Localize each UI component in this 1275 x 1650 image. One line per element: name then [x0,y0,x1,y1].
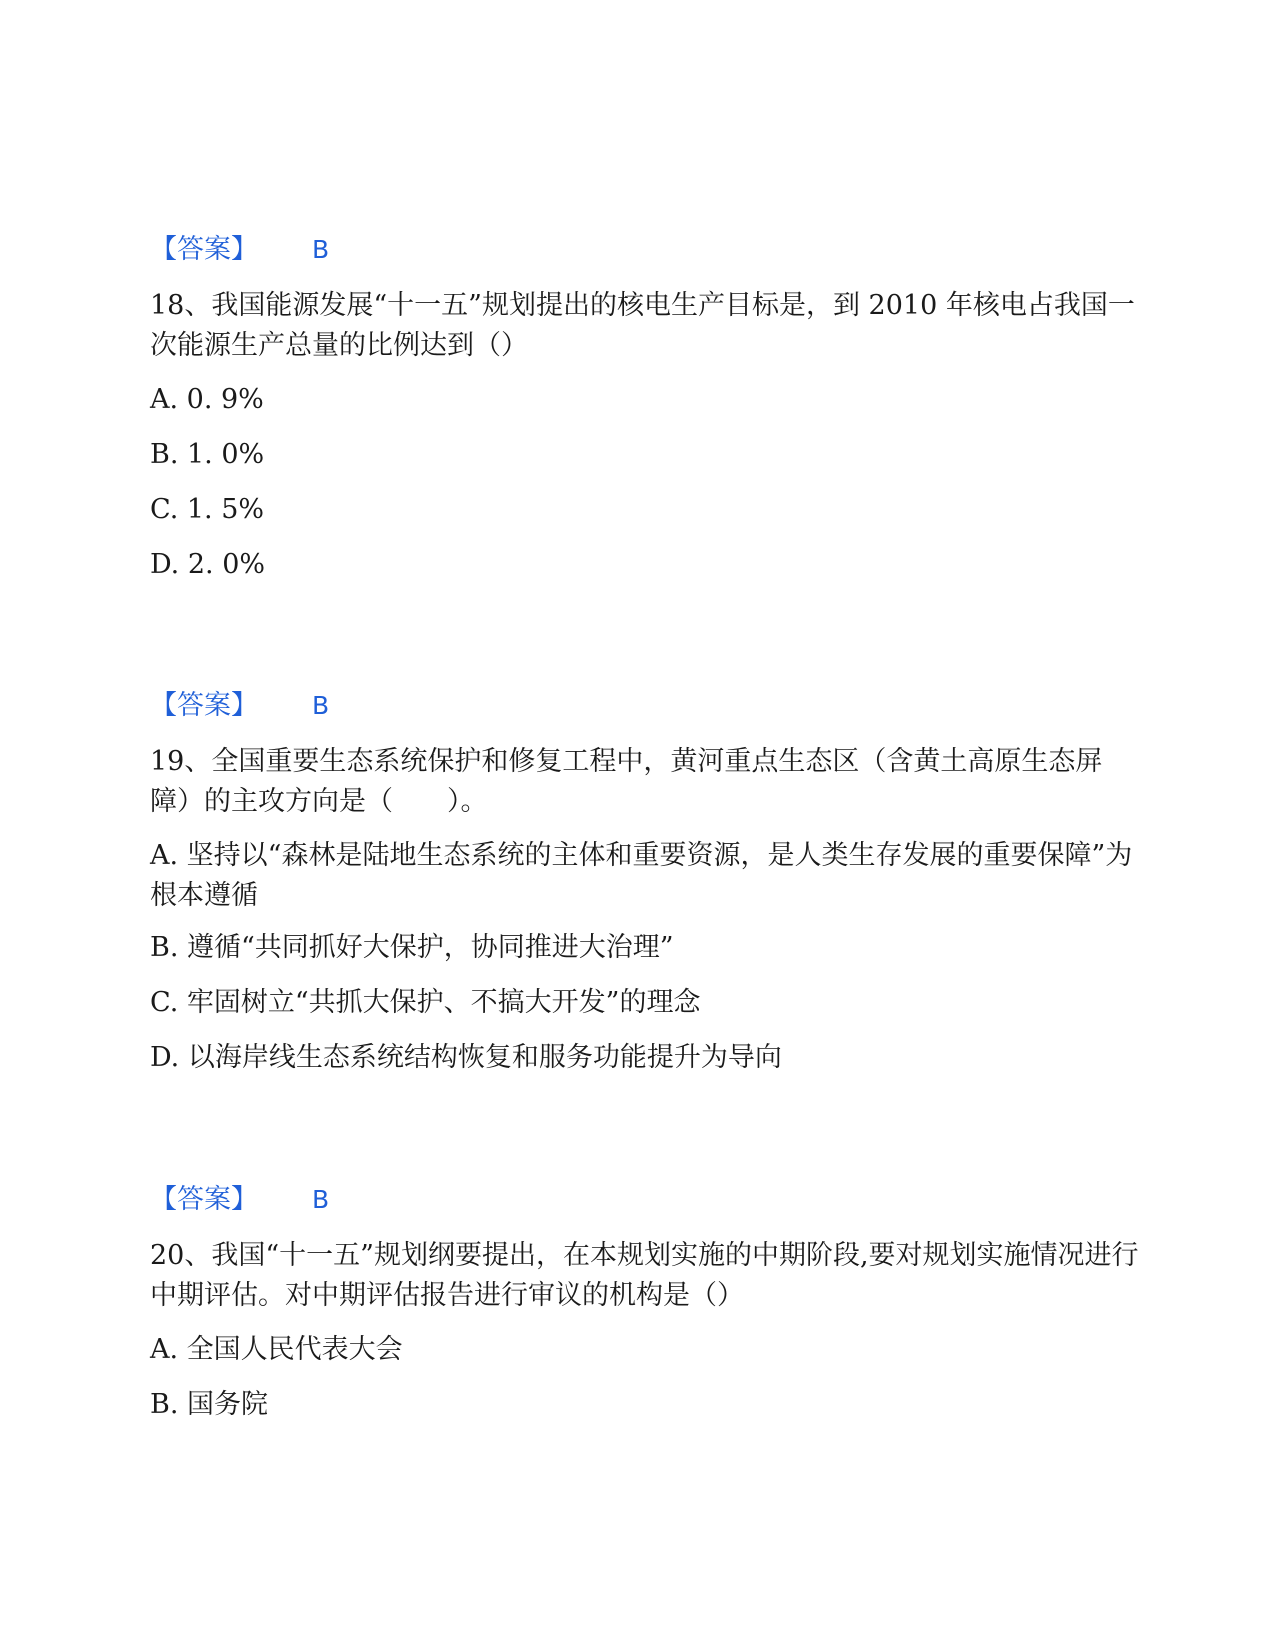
question-text: 19、全国重要生态系统保护和修复工程中，黄河重点生态区（含黄土高原生态屏障）的主攻方向是（ ）。 [150,746,1103,817]
option-a: A. 全国人民代表大会 [150,1334,403,1365]
option-b: B. 1. 0% [150,439,265,470]
option-b: B. 国务院 [150,1389,269,1420]
answer-value: B [312,691,330,720]
option-d: D. 2. 0% [150,549,266,580]
answer-value: B [312,1185,330,1214]
answer-line [150,688,1140,724]
answer-value: B [312,235,330,264]
option-a: A. 坚持以“森林是陆地生态系统的主体和重要资源，是人类生存发展的重要保障”为根本遵循 [150,840,1133,911]
option-c: C. 1. 5% [150,494,265,525]
option-c: C. 牢固树立“共抓大保护、不搞大开发”的理念 [150,987,701,1018]
question-text: 18、我国能源发展“十一五”规划提出的核电生产目标是，到 2010 年核电占我国一次能源生产总量的比例达到（） [150,290,1135,361]
answer-label: 【答案】 [150,234,258,265]
option-d: D. 以海岸线生态系统结构恢复和服务功能提升为导向 [150,1042,782,1073]
option-b: B. 遵循“共同抓好大保护，协同推进大治理” [150,932,674,963]
answer-label: 【答案】 [150,1184,258,1215]
answer-line [150,1182,1140,1218]
answer-label: 【答案】 [150,690,258,721]
answer-line [150,232,1140,268]
question-text: 20、我国“十一五”规划纲要提出，在本规划实施的中期阶段,要对规划实施情况进行中期评估。对中期评估报告进行审议的机构是（） [150,1240,1139,1311]
option-a: A. 0. 9% [150,384,264,415]
